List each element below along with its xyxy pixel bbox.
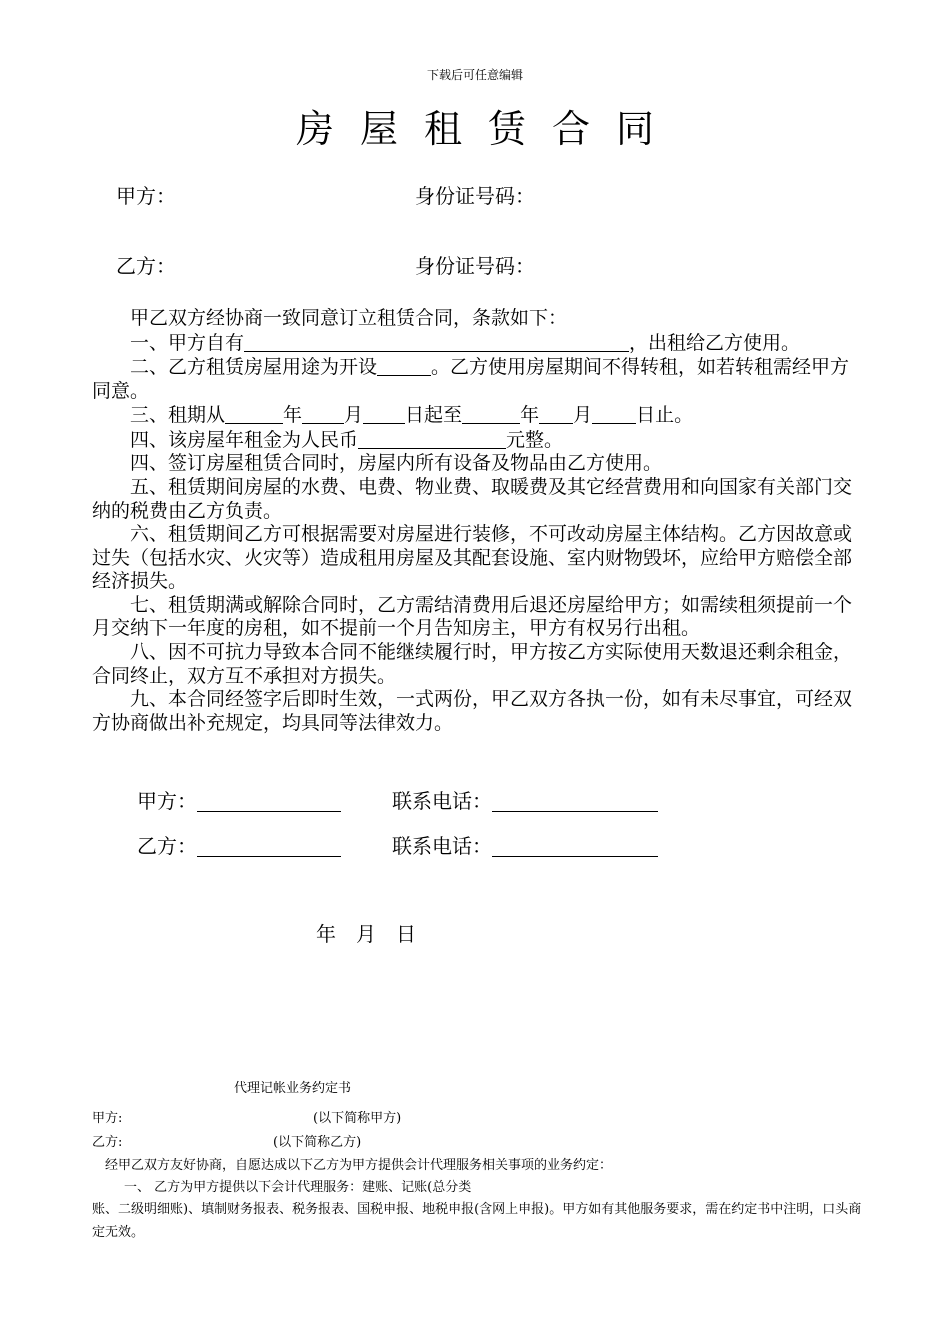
clause-8: 八、因不可抗力导致本合同不能继续履行时，甲方按乙方实际使用天数退还剩余租金，合同终止，双方互不承担对方损失。 [92,641,853,687]
clause-3 [92,403,858,428]
signature-a-line[interactable] [197,789,341,812]
date-year: 年 [316,922,336,946]
date-day: 日 [396,922,416,946]
clause-2-post: 。乙方使用房屋期间不得转租，如若转租需经甲方同意。 [92,356,850,402]
signature-b-label: 乙方： [137,834,197,858]
signature-b [137,830,341,859]
signature-b-phone [392,830,658,859]
clause-3-year2: 年 [520,404,540,427]
agency-item-1-cont: 账、二级明细账)、填制财务报表、税务报表、国税申报、地税申报(含网上申报)。甲方如有其他服务要求，需在约定书中注明，口头商定无效。 [92,1202,862,1240]
signature-a-phone [392,785,658,814]
clause-7: 七、租赁期满或解除合同时，乙方需结清费用后退还房屋给甲方；如需续租须提前一个月交纳下一年度的房租，如不提前一个月告知房主，甲方有权另行出租。 [92,593,853,640]
agency-title: 代理记帐业务约定书 [234,1081,352,1096]
clause-3-month2: 月 [573,404,593,427]
clause-5: 五、租赁期间房屋的水费、电费、物业费、取暖费及其它经营费用和向国家有关部门交纳的税费由乙方负责。 [92,475,853,522]
clause-intro: 甲乙双方经协商一致同意订立租赁合同，条款如下： [130,307,568,329]
contract-body [92,307,858,735]
clause-2 [92,355,858,403]
party-a-id-label: 身份证号码： [415,184,535,208]
clause-9: 九、本合同经签字后即时生效，一式两份，甲乙双方各执一份，如有未尽事宜，可经双方协商做出补充规定，均具同等法律效力。 [92,688,853,734]
signature-b-phone-line[interactable] [492,834,658,857]
clause-3-day-to: 日止。 [636,404,694,427]
blank-start-month[interactable] [302,403,344,424]
signature-a-phone-line[interactable] [492,789,658,812]
clause-6: 六、租赁期间乙方可根据需要对房屋进行装修，不可改动房屋主体结构。乙方因故意或过失（包括水灾、火灾等）造成租用房屋及其配套设施、室内财物毁坏，应给甲方赔偿全部经济损失。 [92,523,853,593]
clause-3-from: 三、租期从 [130,404,226,427]
blank-start-day[interactable] [363,403,405,424]
clause-1-pre: 一、甲方自有 [130,331,245,354]
date-month: 月 [356,922,376,946]
agency-item-1: 一、 乙方为甲方提供以下会计代理服务：建账、记账(总分类 [124,1180,472,1195]
blank-end-month[interactable] [539,403,573,424]
blank-start-year[interactable] [225,403,283,424]
page-title: 房屋租赁合同 [295,107,680,151]
party-b-label: 乙方： [116,254,176,278]
clause-4a-post: 元整。 [506,428,564,451]
party-b-id-label: 身份证号码： [415,254,535,278]
agency-a-label: 甲方: [92,1111,123,1126]
blank-property[interactable] [244,331,629,352]
clause-1-post: ，出租给乙方使用。 [629,331,801,354]
blank-purpose[interactable] [377,355,431,376]
clause-3-month: 月 [344,404,364,427]
blank-rent[interactable] [358,428,506,449]
signature-a-phone-label: 联系电话： [392,789,492,813]
clause-1 [92,331,858,356]
agency-b-label: 乙方: [92,1135,123,1150]
header-note: 下载后可任意编辑 [426,68,523,82]
blank-end-day[interactable] [592,403,636,424]
blank-end-year[interactable] [462,403,520,424]
agency-a-note: (以下简称甲方) [313,1111,402,1126]
signature-b-line[interactable] [197,834,341,857]
signature-a-label: 甲方： [137,789,197,813]
clause-2-pre: 二、乙方租赁房屋用途为开设 [130,356,378,379]
clause-4b: 四、签订房屋租赁合同时，房屋内所有设备及物品由乙方使用。 [130,452,663,475]
signature-a [137,785,341,814]
signature-b-phone-label: 联系电话： [392,834,492,858]
contract-date [316,918,436,947]
clause-4a [92,428,858,453]
clause-3-day-from: 日起至 [405,404,463,427]
agency-intro: 经甲乙双方友好协商，自愿达成以下乙方为甲方提供会计代理服务相关事项的业务约定： [105,1158,613,1173]
clause-3-year: 年 [283,404,303,427]
agency-b-note: (以下简称乙方) [273,1135,362,1150]
clause-4a-pre: 四、该房屋年租金为人民币 [130,428,359,451]
party-a-label: 甲方： [116,184,176,208]
